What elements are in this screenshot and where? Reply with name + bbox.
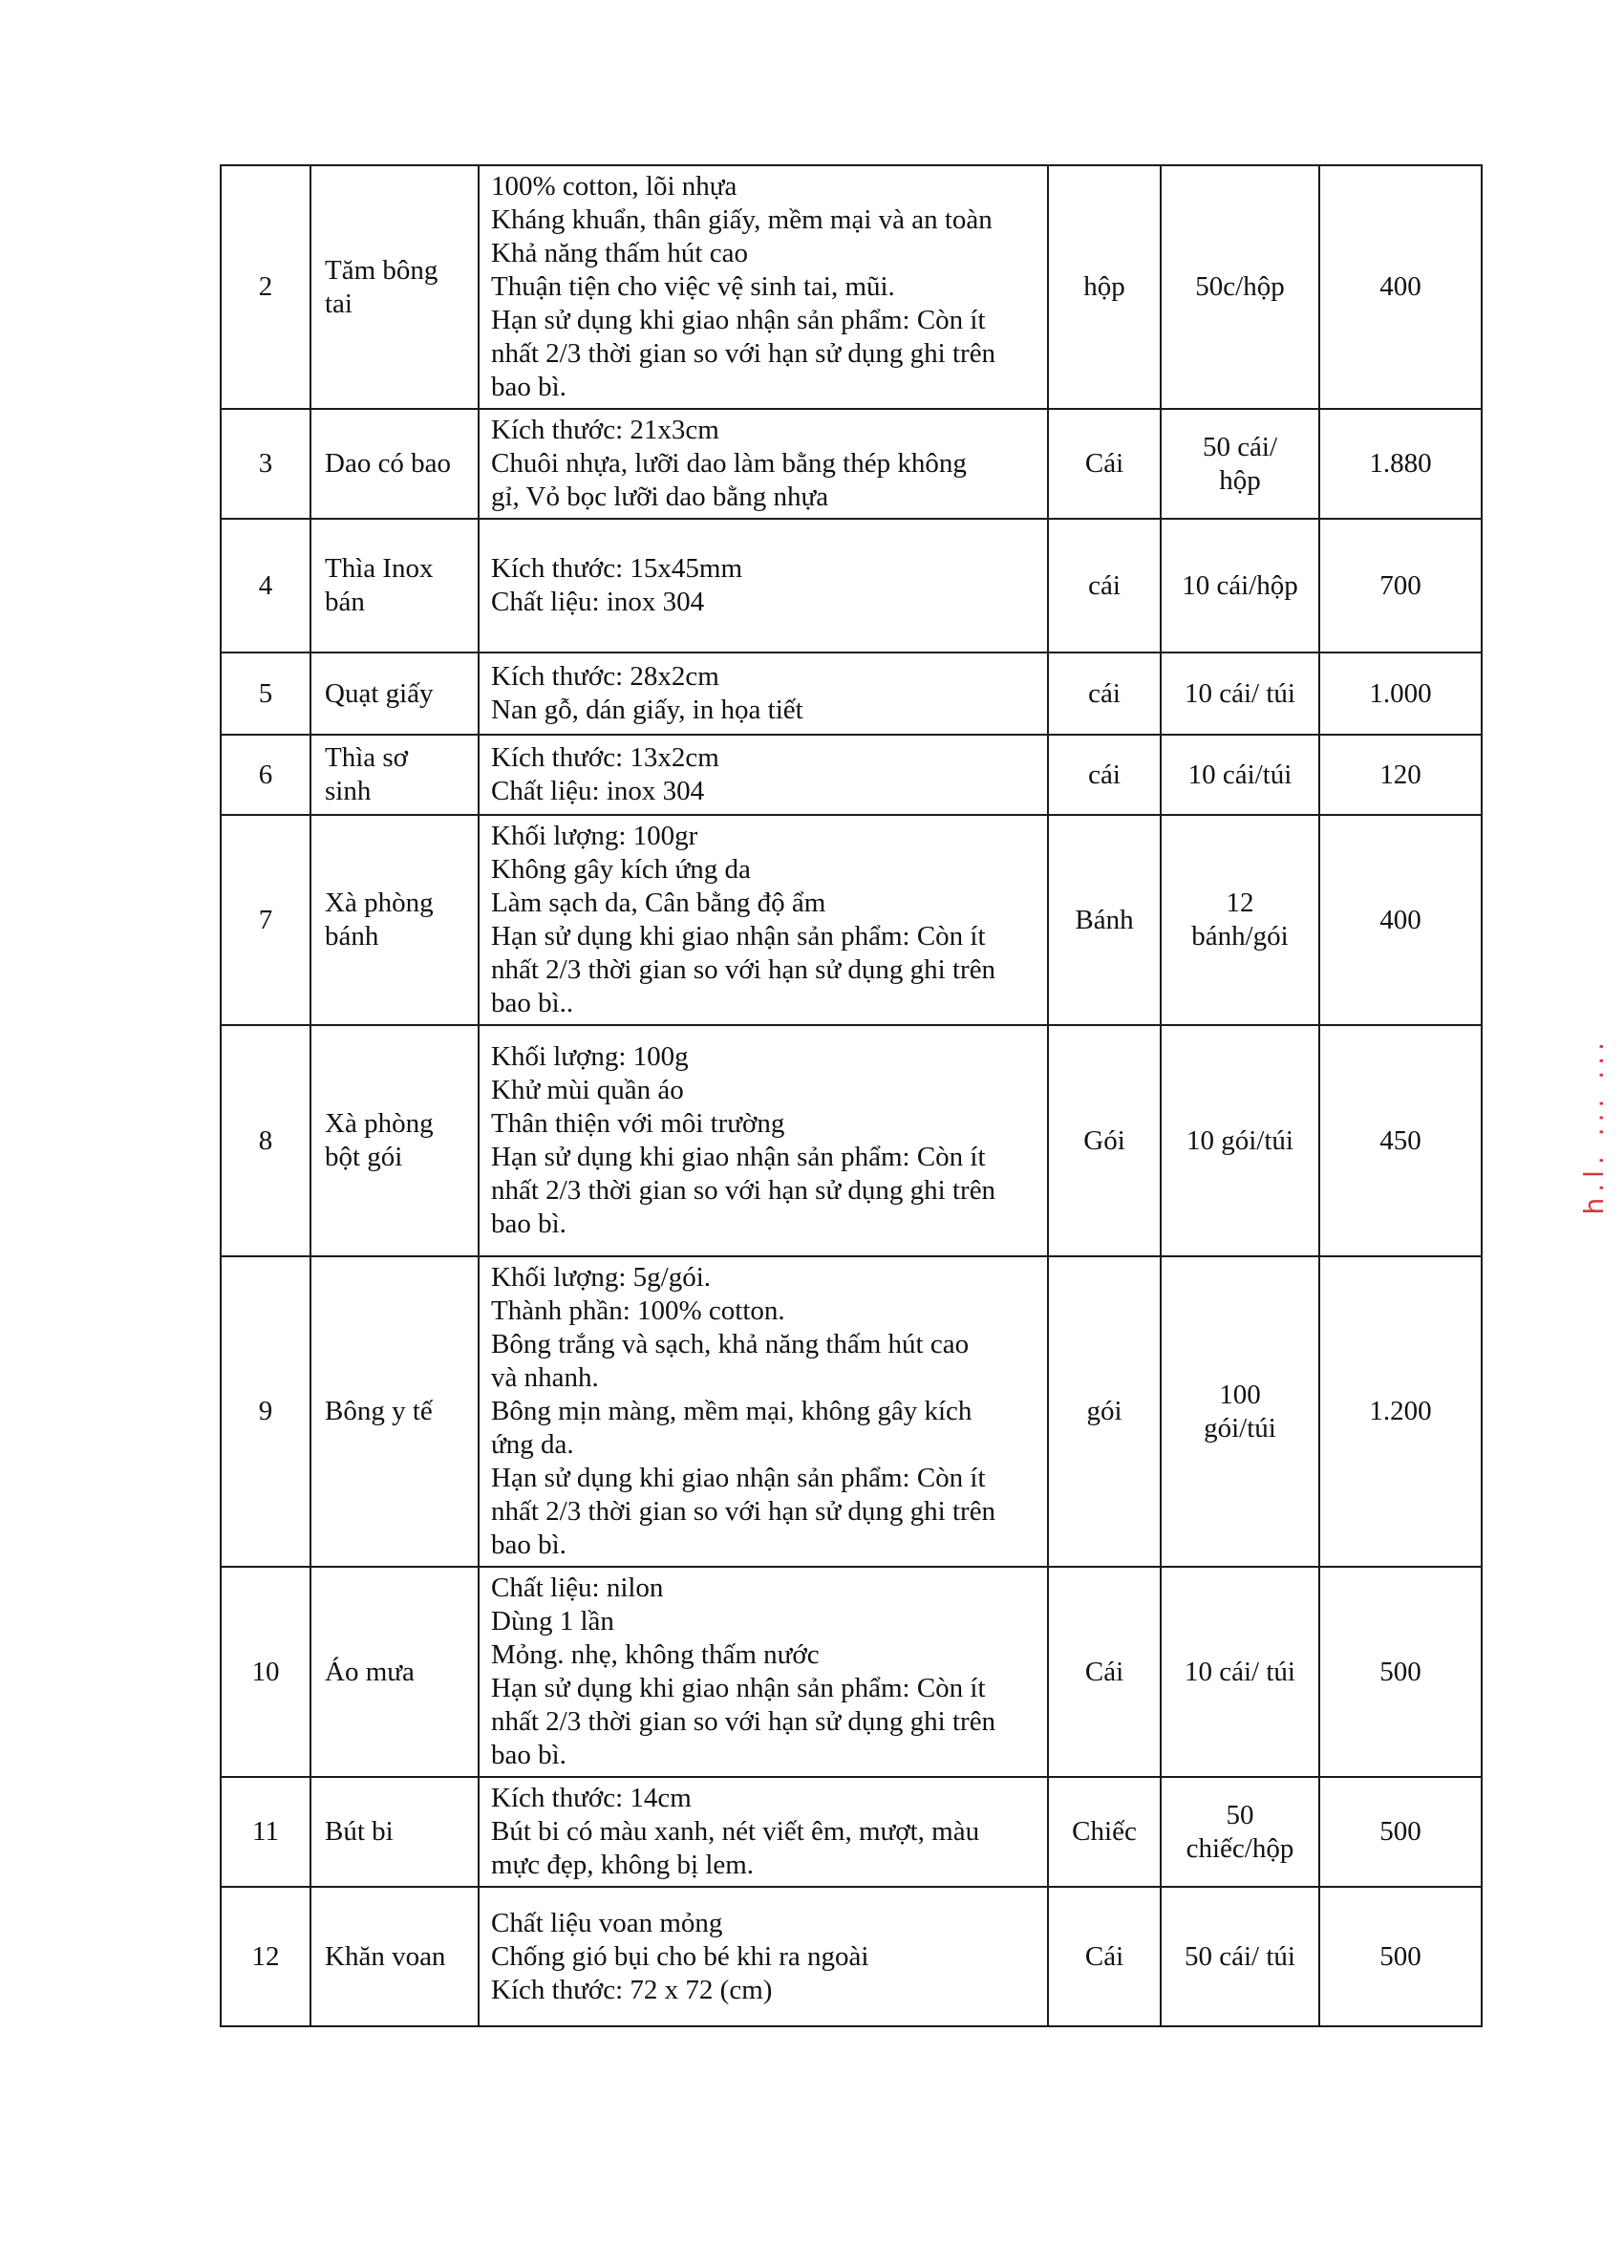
unit-value: Cái xyxy=(1084,1656,1124,1687)
product-name-line: bán xyxy=(325,587,365,617)
unit-value: cái xyxy=(1088,677,1121,709)
quantity-value: 400 xyxy=(1379,904,1421,935)
quantity-cell xyxy=(1319,1887,1482,2026)
product-spec-line: nhất 2/3 thời gian so với hạn sử dụng ghi trên xyxy=(491,954,996,985)
product-spec-line: Hạn sử dụng khi giao nhận sản phẩm: Còn ít xyxy=(491,921,986,952)
product-spec-line: Chất liệu: inox 304 xyxy=(491,587,705,617)
row-number-cell xyxy=(221,653,310,735)
row-number: 9 xyxy=(258,1396,273,1426)
quantity-cell xyxy=(1319,409,1482,519)
product-spec-cell xyxy=(479,409,1048,519)
product-spec-line: Làm sạch da, Cân bằng độ ẩm xyxy=(491,888,826,918)
product-name-line: Quạt giấy xyxy=(325,677,434,709)
product-name-cell xyxy=(310,1567,479,1777)
row-number-cell xyxy=(221,409,310,519)
product-spec-line: Bông mịn màng, mềm mại, không gây kích xyxy=(491,1396,972,1426)
unit-value: Bánh xyxy=(1075,904,1134,935)
quantity-cell xyxy=(1319,1567,1482,1777)
product-spec-line: Kích thước: 15x45mm xyxy=(491,553,743,584)
product-spec-line: Không gây kích ứng da xyxy=(491,854,751,885)
product-spec-line: Hạn sử dụng khi giao nhận sản phẩm: Còn ít xyxy=(491,1142,986,1172)
quantity-cell xyxy=(1319,1025,1482,1256)
product-name-cell xyxy=(310,1256,479,1567)
quantity-value: 500 xyxy=(1379,1656,1421,1687)
product-name-cell xyxy=(310,815,479,1025)
quantity-cell xyxy=(1319,735,1482,815)
product-name-line: Dao có bao xyxy=(325,448,452,479)
packaging-line: 50 cái/ túi xyxy=(1185,1940,1295,1972)
packaging-cell xyxy=(1161,1777,1319,1887)
product-name-cell xyxy=(310,1887,479,2026)
unit-value: hộp xyxy=(1083,271,1125,302)
quantity-value: 120 xyxy=(1379,759,1421,790)
product-name-cell xyxy=(310,519,479,653)
quantity-cell xyxy=(1319,653,1482,735)
product-spec-line: Hạn sử dụng khi giao nhận sản phẩm: Còn ít xyxy=(491,305,986,335)
quantity-value: 500 xyxy=(1379,1816,1421,1847)
quantity-value: 1.880 xyxy=(1369,448,1432,479)
quantity-cell xyxy=(1319,519,1482,653)
product-name-line: Tăm bông xyxy=(325,254,438,286)
packaging-cell xyxy=(1161,653,1319,735)
product-spec-line: bao bì. xyxy=(491,1530,566,1560)
goods-table xyxy=(220,164,1483,2027)
product-spec-line: Chất liệu: inox 304 xyxy=(491,776,705,806)
packaging-line: 100 xyxy=(1219,1379,1261,1410)
row-number: 5 xyxy=(258,677,273,709)
quantity-value: 400 xyxy=(1379,271,1421,302)
unit-value: Cái xyxy=(1084,448,1124,479)
unit-cell xyxy=(1048,409,1161,519)
row-number-cell xyxy=(221,1567,310,1777)
product-name-line: Áo mưa xyxy=(325,1656,415,1687)
quantity-cell xyxy=(1319,165,1482,409)
unit-cell xyxy=(1048,165,1161,409)
table-row xyxy=(221,735,1482,815)
row-number-cell xyxy=(221,735,310,815)
unit-value: Cái xyxy=(1084,1940,1124,1972)
table-row xyxy=(221,1025,1482,1256)
row-number: 3 xyxy=(258,448,273,479)
product-spec-line: Kích thước: 21x3cm xyxy=(491,415,719,445)
product-spec-line: nhất 2/3 thời gian so với hạn sử dụng ghi trên xyxy=(491,338,996,369)
unit-value: gói xyxy=(1086,1396,1122,1426)
product-spec-line: Bông trắng và sạch, khả năng thấm hút cao xyxy=(491,1329,970,1359)
table-row xyxy=(221,815,1482,1025)
product-spec-cell xyxy=(479,735,1048,815)
packaging-line: bánh/gói xyxy=(1191,921,1289,952)
packaging-line: 10 cái/ túi xyxy=(1185,677,1295,709)
quantity-value: 450 xyxy=(1379,1124,1421,1156)
row-number: 12 xyxy=(251,1940,280,1972)
product-name-cell xyxy=(310,1025,479,1256)
product-spec-line: nhất 2/3 thời gian so với hạn sử dụng ghi trên xyxy=(491,1175,996,1206)
product-spec-line: Hạn sử dụng khi giao nhận sản phẩm: Còn ít xyxy=(491,1673,986,1703)
product-spec-line: Kháng khuẩn, thân giấy, mềm mại và an toàn xyxy=(491,204,993,235)
product-spec-line: nhất 2/3 thời gian so với hạn sử dụng ghi trên xyxy=(491,1706,996,1737)
packaging-line: 10 cái/hộp xyxy=(1182,569,1298,601)
product-spec-line: Kích thước: 28x2cm xyxy=(491,661,719,692)
table-row xyxy=(221,165,1482,409)
packaging-cell xyxy=(1161,815,1319,1025)
product-spec-line: bao bì. xyxy=(491,1209,566,1239)
product-name-cell xyxy=(310,653,479,735)
product-spec-line: nhất 2/3 thời gian so với hạn sử dụng ghi trên xyxy=(491,1496,996,1527)
product-name-cell xyxy=(310,165,479,409)
product-spec-line: Bút bi có màu xanh, nét viết êm, mượt, màu xyxy=(491,1816,980,1847)
product-spec-line: Chất liệu: nilon xyxy=(491,1573,664,1603)
packaging-line: 50 cái/ xyxy=(1202,431,1278,462)
product-spec-line: Chống gió bụi cho bé khi ra ngoài xyxy=(491,1940,869,1972)
table-row xyxy=(221,1567,1482,1777)
unit-cell xyxy=(1048,1777,1161,1887)
product-spec-line: bao bì. xyxy=(491,1740,566,1770)
product-name-line: Xà phòng xyxy=(325,888,434,918)
product-spec-line: Khả năng thấm hút cao xyxy=(491,238,748,268)
row-number-cell xyxy=(221,165,310,409)
row-number-cell xyxy=(221,519,310,653)
row-number-cell xyxy=(221,1025,310,1256)
table-row xyxy=(221,1777,1482,1887)
product-name-line: Xà phòng xyxy=(325,1108,434,1139)
row-number: 8 xyxy=(258,1124,273,1156)
product-name-line: Khăn voan xyxy=(325,1940,446,1972)
goods-table-body xyxy=(221,165,1482,2026)
product-spec-line: và nhanh. xyxy=(491,1362,599,1393)
quantity-value: 700 xyxy=(1379,569,1421,601)
packaging-cell xyxy=(1161,735,1319,815)
product-spec-line: Kích thước: 72 x 72 (cm) xyxy=(491,1974,773,2005)
quantity-value: 1.000 xyxy=(1369,677,1432,709)
product-spec-line: Khối lượng: 100gr xyxy=(491,821,698,851)
packaging-line: 10 cái/ túi xyxy=(1185,1656,1295,1687)
unit-cell xyxy=(1048,1256,1161,1567)
unit-value: cái xyxy=(1088,569,1121,601)
unit-cell xyxy=(1048,1567,1161,1777)
table-row xyxy=(221,1256,1482,1567)
product-spec-line: Kích thước: 13x2cm xyxy=(491,742,719,773)
product-spec-line: Kích thước: 14cm xyxy=(491,1783,692,1813)
packaging-cell xyxy=(1161,409,1319,519)
product-name-line: Thìa Inox xyxy=(325,553,434,584)
packaging-cell xyxy=(1161,1256,1319,1567)
product-spec-line: Mỏng. nhẹ, không thấm nước xyxy=(491,1639,820,1670)
row-number-cell xyxy=(221,1887,310,2026)
row-number: 11 xyxy=(252,1816,279,1847)
unit-value: Gói xyxy=(1083,1124,1125,1156)
product-name-line: sinh xyxy=(325,776,372,806)
packaging-cell xyxy=(1161,519,1319,653)
product-spec-line: Khối lượng: 5g/gói. xyxy=(491,1262,712,1293)
product-spec-cell xyxy=(479,1256,1048,1567)
product-spec-line: Khử mùi quần áo xyxy=(491,1075,684,1105)
row-number: 10 xyxy=(251,1656,280,1687)
unit-value: Chiếc xyxy=(1072,1816,1137,1847)
product-spec-cell xyxy=(479,1777,1048,1887)
product-spec-line: Chất liệu voan mỏng xyxy=(491,1907,723,1938)
row-number: 7 xyxy=(258,904,273,935)
unit-cell xyxy=(1048,1025,1161,1256)
quantity-value: 500 xyxy=(1379,1940,1421,1972)
product-spec-line: Thành phần: 100% cotton. xyxy=(491,1295,785,1326)
row-number: 6 xyxy=(258,759,273,790)
product-spec-line: Dùng 1 lần xyxy=(491,1606,614,1637)
product-spec-line: Thân thiện với môi trường xyxy=(491,1108,785,1139)
unit-cell xyxy=(1048,1887,1161,2026)
row-number-cell xyxy=(221,815,310,1025)
product-spec-line: ứng da. xyxy=(491,1429,574,1460)
packaging-cell xyxy=(1161,1887,1319,2026)
packaging-cell xyxy=(1161,1567,1319,1777)
product-spec-line: 100% cotton, lõi nhựa xyxy=(491,171,737,202)
product-name-line: tai xyxy=(325,288,353,319)
quantity-cell xyxy=(1319,815,1482,1025)
product-spec-line: Nan gỗ, dán giấy, in họa tiết xyxy=(491,695,803,725)
unit-cell xyxy=(1048,735,1161,815)
packaging-line: 10 cái/túi xyxy=(1187,759,1293,790)
product-spec-line: gỉ, Vỏ bọc lưỡi dao bằng nhựa xyxy=(491,481,829,512)
product-name-cell xyxy=(310,735,479,815)
quantity-value: 1.200 xyxy=(1369,1396,1432,1426)
row-number: 2 xyxy=(258,271,273,302)
row-number-cell xyxy=(221,1777,310,1887)
product-name-line: bột gói xyxy=(325,1142,403,1172)
packaging-cell xyxy=(1161,165,1319,409)
product-spec-line: mực đẹp, không bị lem. xyxy=(491,1850,755,1880)
product-name-cell xyxy=(310,1777,479,1887)
product-spec-cell xyxy=(479,165,1048,409)
packaging-line: 12 xyxy=(1226,888,1254,918)
packaging-line: hộp xyxy=(1219,464,1261,496)
red-stamp-mark: h.l. ... ... xyxy=(1578,1037,1610,1215)
packaging-line: 10 gói/túi xyxy=(1186,1124,1293,1156)
product-spec-cell xyxy=(479,519,1048,653)
product-name-cell xyxy=(310,409,479,519)
quantity-cell xyxy=(1319,1777,1482,1887)
product-name-line: Bông y tế xyxy=(325,1396,433,1426)
table-row xyxy=(221,519,1482,653)
unit-cell xyxy=(1048,519,1161,653)
unit-cell xyxy=(1048,815,1161,1025)
table-row xyxy=(221,1887,1482,2026)
quantity-cell xyxy=(1319,1256,1482,1567)
packaging-line: gói/túi xyxy=(1204,1412,1276,1444)
packaging-line: chiếc/hộp xyxy=(1186,1832,1294,1864)
product-spec-line: Chuôi nhựa, lưỡi dao làm bằng thép không xyxy=(491,448,967,479)
product-spec-cell xyxy=(479,1887,1048,2026)
product-spec-cell xyxy=(479,1025,1048,1256)
packaging-line: 50 xyxy=(1226,1799,1254,1830)
unit-cell xyxy=(1048,653,1161,735)
row-number-cell xyxy=(221,1256,310,1567)
table-row xyxy=(221,409,1482,519)
product-spec-line: Hạn sử dụng khi giao nhận sản phẩm: Còn ít xyxy=(491,1463,986,1493)
product-spec-line: bao bì. xyxy=(491,372,566,402)
product-name-line: Bút bi xyxy=(325,1816,394,1847)
row-number: 4 xyxy=(258,569,273,601)
unit-value: cái xyxy=(1088,759,1121,790)
product-spec-line: Khối lượng: 100g xyxy=(491,1041,689,1072)
product-spec-cell xyxy=(479,1567,1048,1777)
table-row xyxy=(221,653,1482,735)
product-name-line: bánh xyxy=(325,921,379,952)
product-name-line: Thìa sơ xyxy=(325,742,409,773)
product-spec-cell xyxy=(479,815,1048,1025)
packaging-line: 50c/hộp xyxy=(1195,271,1285,302)
product-spec-line: bao bì.. xyxy=(491,988,574,1018)
product-spec-line: Thuận tiện cho việc vệ sinh tai, mũi. xyxy=(491,271,895,302)
product-spec-cell xyxy=(479,653,1048,735)
packaging-cell xyxy=(1161,1025,1319,1256)
